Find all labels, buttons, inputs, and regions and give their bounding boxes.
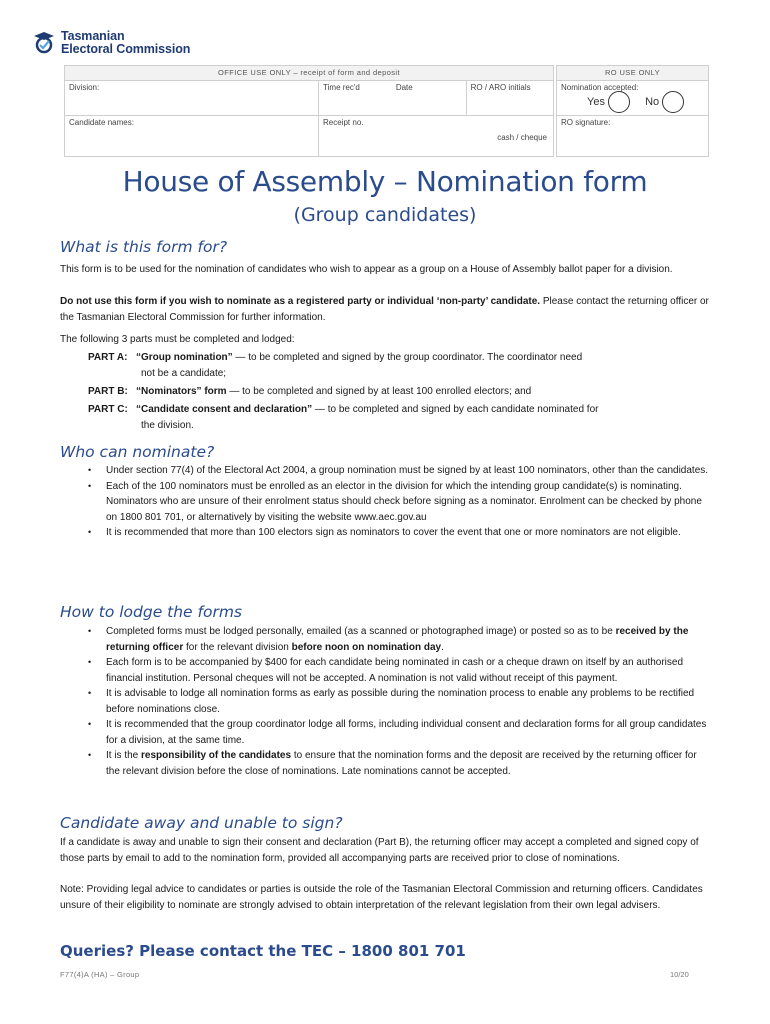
lodge-b1-text-c: .	[441, 641, 444, 653]
logo-line-1: Tasmanian	[61, 29, 125, 43]
tec-logo-icon	[32, 30, 56, 56]
part-a	[88, 350, 708, 381]
part-b-name: “Nominators” form	[136, 386, 227, 397]
ro-signature-field[interactable]	[557, 116, 709, 157]
page-subtitle: (Group candidates)	[293, 204, 477, 226]
part-c	[88, 402, 708, 433]
office-use-table	[64, 65, 709, 157]
list-item: • It is recommended that more than 100 electors sign as nominators to cover the event that one or more nominators are not eligible.	[88, 525, 712, 541]
nomination-accepted-label: Nomination accepted:	[561, 83, 639, 92]
candidate-names-field[interactable]	[65, 116, 319, 157]
part-a-desc: — to be completed and signed by the group coordinator. The coordinator need	[232, 352, 583, 363]
time-date-field[interactable]	[319, 81, 467, 116]
date-label: Date	[395, 83, 413, 92]
page-title: House of Assembly – Nomination form	[122, 165, 648, 198]
part-a-cont: not be a candidate;	[141, 367, 227, 379]
part-b-desc: — to be completed and signed by at least 100 enrolled electors; and	[226, 386, 532, 397]
list-item: • Under section 77(4) of the Electoral Act 2004, a group nomination must be signed by at least 100 nominators, other than the candidates.	[88, 463, 712, 479]
list-item: • Each form is to be accompanied by $400 for each candidate being nominated in cash or a cheque drawn on itself by an authorised financial institution. Personal cheques will not be accepted. A nomination is not valid without receipt of this payment.	[88, 655, 712, 686]
ro-initials-label: RO / ARO initials	[470, 83, 531, 92]
part-c-desc: — to be completed and signed by each candidate nominated for	[312, 404, 599, 415]
section4-paragraph-2: Note: Providing legal advice to candidates or parties is outside the role of the Tasmanian Electoral Commission and returning officers. Candidates unsure of their eligibility to nominate are strongly advised to obtain interpretation of the relevant legislation from their own legal advisers.	[60, 884, 703, 911]
no-label: No	[645, 95, 660, 108]
heading-who-can-nominate: Who can nominate?	[60, 443, 215, 461]
lodge-b1-text-b: for the relevant division	[183, 641, 292, 653]
no-circle[interactable]	[662, 91, 684, 113]
division-label: Division:	[69, 83, 100, 92]
lodge-b1-text-a: Completed forms must be lodged personally, emailed (as a scanned or photographed image) or posted so as to be	[106, 626, 616, 637]
list-item: • It is recommended that the group coordinator lodge all forms, including individual consent and declaration forms for all group candidates for a division, at the same time.	[88, 717, 712, 748]
part-a-name: “Group nomination”	[136, 352, 233, 363]
part-b-label: PART B:	[88, 386, 128, 397]
heading-how-to-lodge: How to lodge the forms	[60, 603, 243, 621]
part-c-label: PART C:	[88, 404, 128, 415]
part-a-label: PART A:	[88, 352, 128, 363]
section1-warning-rest: Please contact the returning officer or the Tasmanian Electoral Commission for further information.	[60, 296, 709, 323]
who-can-nominate-list	[88, 463, 712, 541]
tec-logo	[32, 30, 190, 56]
section1-warning-bold: Do not use this form if you wish to nominate as a registered party or individual ‘non-party’ candidate.	[60, 296, 541, 307]
section4-paragraph-1: If a candidate is away and unable to sign their consent and declaration (Part B), the returning officer may accept a completed and signed copy of those parts by email to add to the nomination form, provided all accompanying parts are received prior to close of nominations.	[60, 837, 699, 864]
lodge-b5-text-b: to ensure that the nomination forms and the deposit are received by the returning officer for the relevant division before the close of nominations. Late nominations cannot be accepted.	[106, 750, 697, 777]
part-c-cont: the division.	[141, 419, 194, 431]
form-code: F77(4)A (HA) – Group	[60, 970, 140, 979]
ro-initials-field[interactable]	[466, 81, 553, 116]
ro-signature-label: RO signature:	[561, 118, 611, 127]
part-c-name: “Candidate consent and declaration”	[136, 404, 313, 415]
yes-circle[interactable]	[608, 91, 630, 113]
lodge-b1-bold-2: before noon on nomination day	[291, 641, 442, 653]
logo-line-2: Electoral Commission	[61, 42, 191, 56]
form-date: 10/20	[670, 970, 689, 979]
list-item	[88, 624, 712, 655]
yes-label: Yes	[587, 95, 605, 108]
receipt-field[interactable]	[319, 116, 554, 157]
queries-contact: Queries? Please contact the TEC – 1800 801 701	[60, 942, 466, 960]
lodge-b1-bold-1: received by the returning officer	[106, 626, 689, 653]
nomination-accepted-field	[557, 81, 709, 116]
section1-paragraph-3: The following 3 parts must be completed and lodged:	[60, 334, 295, 345]
list-item	[88, 748, 712, 779]
section1-paragraph-2	[60, 294, 710, 325]
list-item: • Each of the 100 nominators must be enrolled as an elector in the division for which the intending group candidate(s) is nominating.	[88, 479, 712, 495]
list-item-note: Nominators who are unsure of their enrolment status should check before signing as a nominator. Enrolment can be checked by phone on 1800 801 701, or alternatively by visiting the website www.aec.gov.au	[106, 496, 702, 523]
division-field[interactable]	[65, 81, 319, 116]
logo-text	[61, 30, 190, 56]
receipt-no-label: Receipt no.	[323, 118, 364, 127]
cash-cheque-label: cash / cheque	[497, 133, 547, 142]
list-item: • It is advisable to lodge all nomination forms as early as possible during the nomination process to enable any problems to be rectified before nominations close.	[88, 686, 712, 717]
office-use-header: OFFICE USE ONLY – receipt of form and deposit	[65, 66, 554, 81]
how-to-lodge-list	[88, 624, 712, 779]
candidate-names-label: Candidate names:	[69, 118, 134, 127]
lodge-b5-bold: responsibility of the candidates	[141, 750, 292, 761]
heading-candidate-away: Candidate away and unable to sign?	[60, 814, 343, 832]
heading-what-is-form-for: What is this form for?	[60, 238, 228, 256]
part-b	[88, 384, 708, 400]
section1-paragraph-1: This form is to be used for the nomination of candidates who wish to appear as a group on a House of Assembly ballot paper for a division.	[60, 264, 673, 275]
lodge-b5-text-a: It is the	[106, 750, 142, 761]
ro-use-header: RO USE ONLY	[557, 66, 709, 81]
time-recd-label: Time rec'd	[323, 83, 360, 92]
